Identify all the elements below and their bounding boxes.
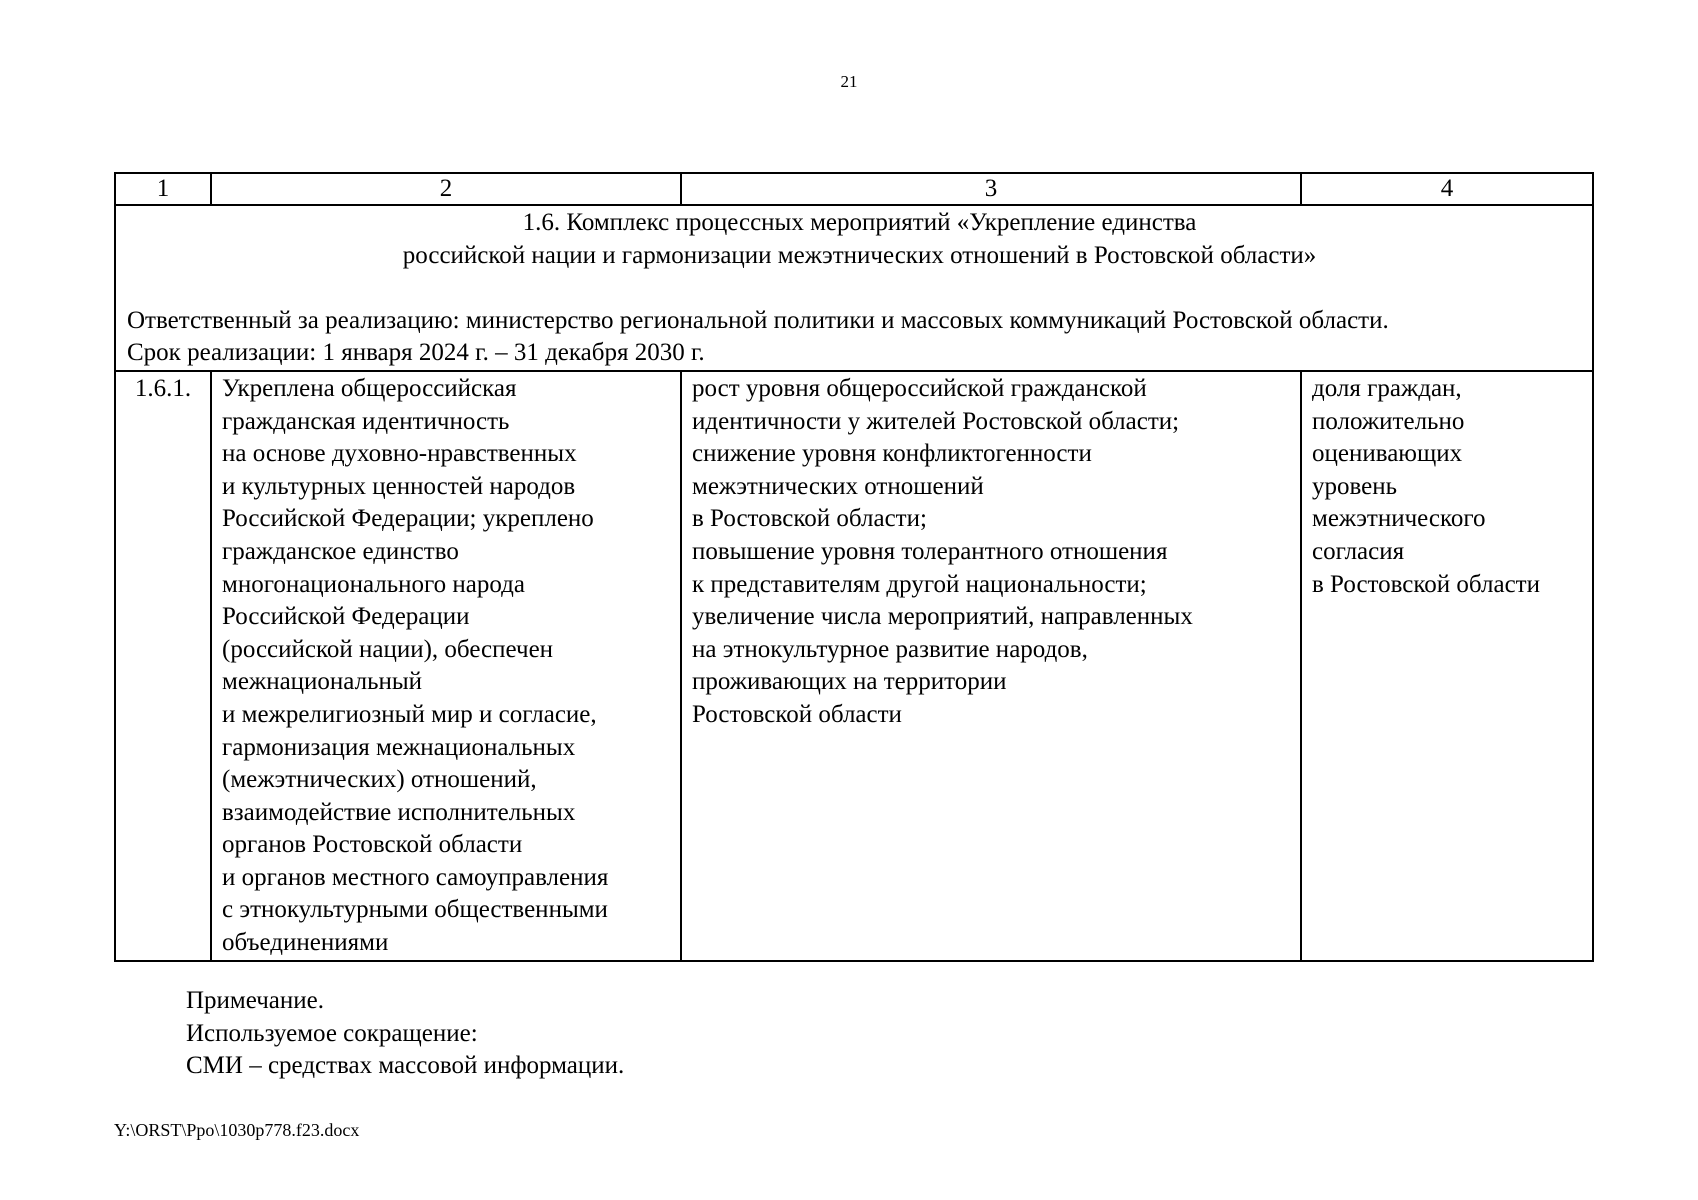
task-line: Российской Федерации — [222, 603, 470, 631]
row-number: 1.6.1. — [115, 371, 211, 961]
task-line: межнациональный — [222, 668, 423, 696]
task-line: (российской нации), обеспечен — [222, 635, 554, 663]
notes — [186, 985, 624, 1083]
effects-cell — [681, 371, 1301, 961]
effects-line: Ростовской области — [692, 700, 902, 728]
task-line: и культурных ценностей народов — [222, 472, 576, 500]
effects-line: рост уровня общероссийской гражданской — [692, 374, 1147, 402]
task-line: (межэтнических) отношений, — [222, 766, 537, 794]
task-line: Российской Федерации; укреплено — [222, 505, 594, 533]
indicator-line: оценивающих — [1312, 440, 1463, 468]
task-line: гражданская идентичность — [222, 407, 510, 435]
indicator-line: в Ростовской области — [1312, 570, 1540, 598]
page-number: 21 — [840, 72, 858, 91]
indicator-line: уровень — [1312, 472, 1398, 500]
task-line: органов Ростовской области — [222, 831, 523, 859]
deadline-text: Срок реализации: 1 января 2024 г. – 31 декабря 2030 г. — [127, 339, 705, 367]
task-cell — [211, 371, 681, 961]
indicator-cell — [1301, 371, 1593, 961]
table-row — [115, 371, 1593, 961]
effects-line: в Ростовской области; — [692, 505, 927, 533]
column-number-2: 2 — [211, 173, 681, 205]
column-number-4: 4 — [1301, 173, 1593, 205]
task-line: гармонизация межнациональных — [222, 733, 576, 761]
section-title — [127, 207, 1592, 272]
task-line: на основе духовно-нравственных — [222, 440, 577, 468]
indicator-line: согласия — [1312, 537, 1405, 565]
file-path: Y:\ORST\Ppo\1030p778.f23.docx — [114, 1120, 360, 1140]
effects-line: повышение уровня толерантного отношения — [692, 537, 1168, 565]
notes-subheading: Используемое сокращение: — [186, 1019, 478, 1047]
section-title-line: 1.6. Комплекс процессных мероприятий «Укрепление единства — [522, 209, 1197, 236]
task-line: гражданское единство — [222, 537, 459, 565]
task-line: с этнокультурными общественными — [222, 896, 608, 924]
responsible-text: Ответственный за реализацию: министерство региональной политики и массовых коммуникаций Ростовской области. — [127, 306, 1389, 334]
task-line: взаимодействие исполнительных — [222, 798, 576, 826]
column-number-1: 1 — [115, 173, 211, 205]
notes-heading: Примечание. — [186, 987, 325, 1014]
column-number-3: 3 — [681, 173, 1301, 205]
task-line: и межрелигиозный мир и согласие, — [222, 700, 597, 728]
effects-line: к представителям другой национальности; — [692, 570, 1147, 598]
task-line: Укреплена общероссийская — [222, 374, 517, 402]
indicator-line: положительно — [1312, 407, 1465, 435]
effects-line: идентичности у жителей Ростовской области; — [692, 407, 1180, 435]
column-number-row — [115, 173, 1593, 205]
section-title-line: российской нации и гармонизации межэтнических отношений в Ростовской области» — [402, 241, 1317, 269]
effects-line: увеличение числа мероприятий, направленных — [692, 603, 1193, 631]
effects-line: на этнокультурное развитие народов, — [692, 635, 1088, 663]
section-cell — [115, 205, 1593, 371]
effects-line: снижение уровня конфликтогенности — [692, 440, 1092, 468]
task-line: многонационального народа — [222, 570, 525, 598]
notes-abbreviation: СМИ – средствах массовой информации. — [186, 1052, 625, 1080]
indicator-line: доля граждан, — [1312, 374, 1462, 402]
effects-line: проживающих на территории — [692, 668, 1007, 696]
indicator-line: межэтнического — [1312, 505, 1486, 533]
section-row — [115, 205, 1593, 371]
task-line: и органов местного самоуправления — [222, 863, 609, 891]
measures-table — [114, 172, 1594, 962]
effects-line: межэтнических отношений — [692, 472, 984, 500]
task-line: объединениями — [222, 929, 389, 957]
